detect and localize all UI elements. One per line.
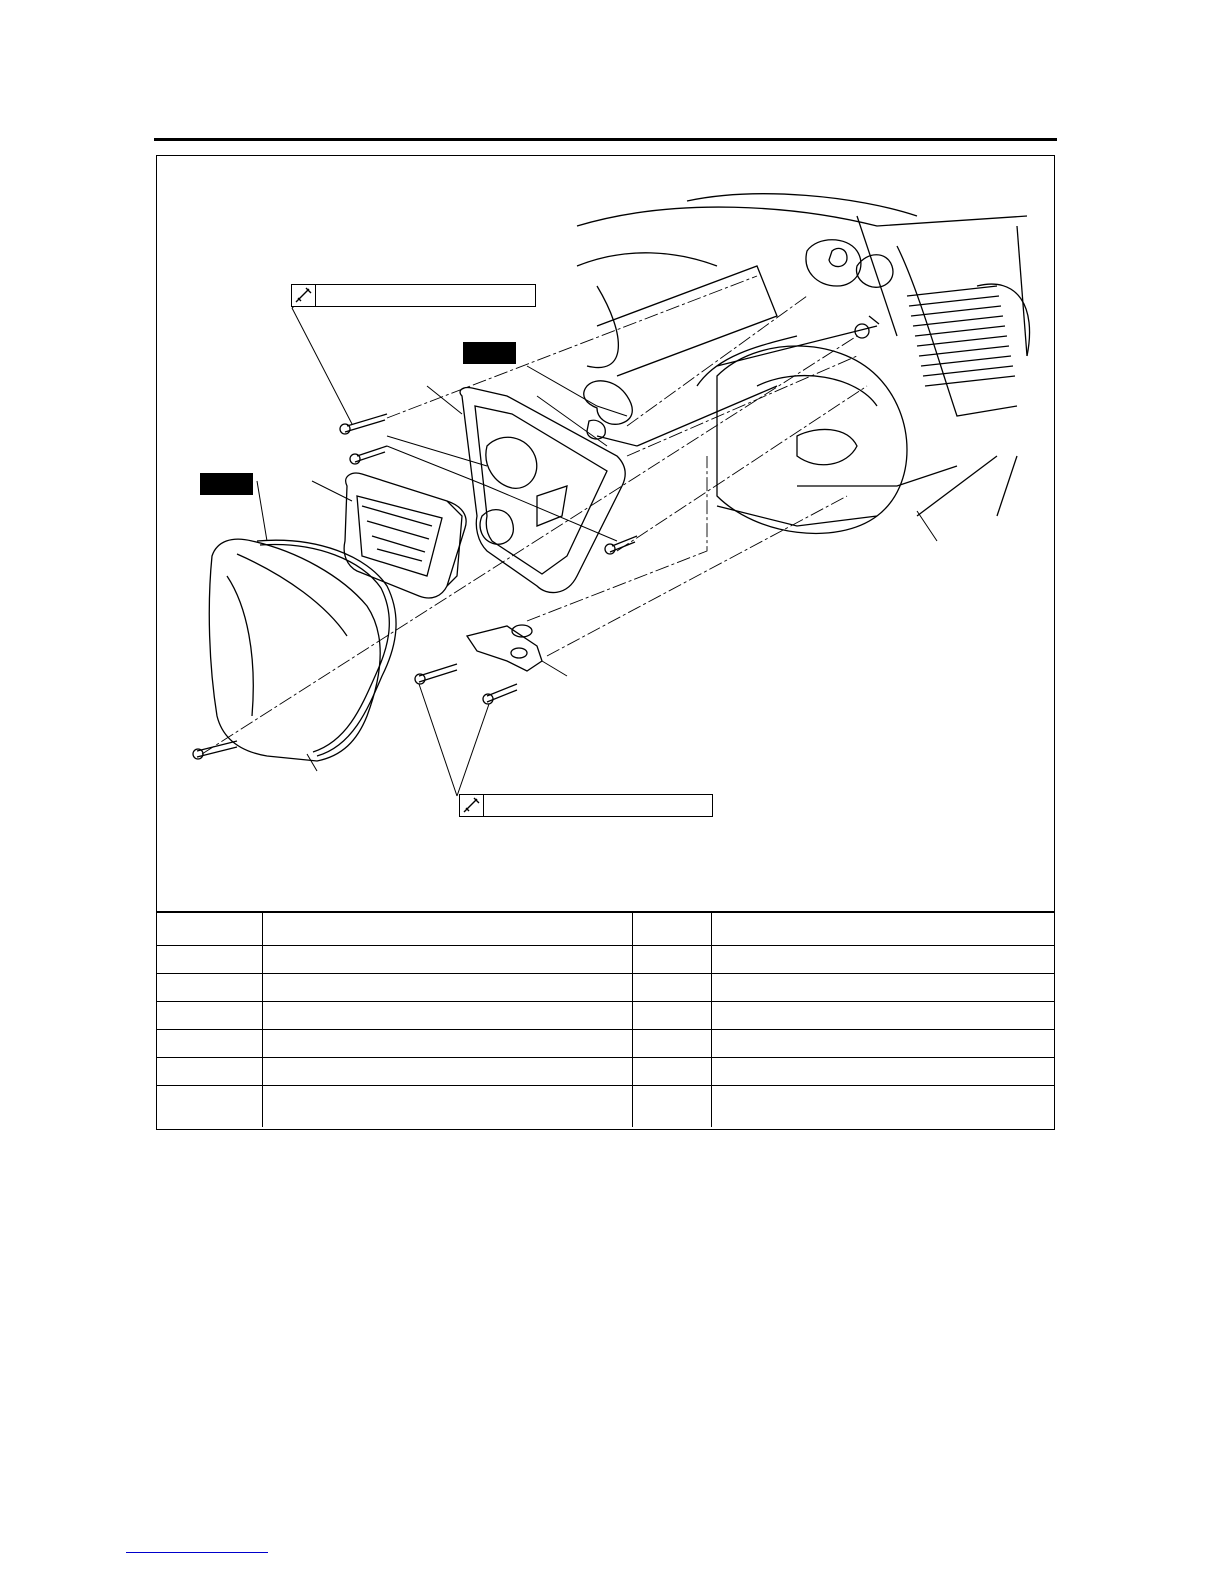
table-cell [262,974,632,1002]
table-row [157,946,1054,974]
torque-spec-box-lower [459,794,713,817]
crankcase-cover [717,346,907,533]
screw [610,536,637,552]
column-header [711,912,1054,946]
engine-outline [577,207,1027,226]
table-cell [711,1030,1054,1058]
table-cell [262,1086,632,1128]
table-cell [262,1058,632,1086]
table-cell [632,974,711,1002]
replace-tag-o-ring [463,342,516,364]
table-cell [632,1030,711,1058]
table-cell [632,1002,711,1030]
header-rule [154,138,1057,141]
table-cell [157,1086,262,1128]
parts-table [157,911,1054,1127]
table-row [157,974,1054,1002]
table-cell [711,1002,1054,1030]
table-cell [157,946,262,974]
carburetor-intake [806,240,861,286]
table-cell [262,946,632,974]
table-cell [632,946,711,974]
table-cell [262,1002,632,1030]
torque-wrench-icon [460,795,484,816]
table-cell [711,1058,1054,1086]
table-cell [157,1058,262,1086]
screw [487,684,517,702]
torque-spec-box-upper [291,284,536,307]
replace-tag-gasket [200,473,253,495]
table-cell [157,1002,262,1030]
cylinder-fins [907,286,1015,386]
table-cell [157,974,262,1002]
gasket [257,540,396,756]
table-cell [711,974,1054,1002]
table-cell [157,1030,262,1058]
air-filter-element [344,473,466,598]
table-header-row [157,912,1054,946]
table-row [157,1030,1054,1058]
table-cell [711,946,1054,974]
table-row [157,1086,1054,1128]
table-cell [632,1086,711,1128]
table-cell [262,1030,632,1058]
torque-wrench-icon [292,285,316,306]
column-header [262,912,632,946]
table-row [157,1002,1054,1030]
table-cell [632,1058,711,1086]
column-header [632,912,711,946]
column-header [157,912,262,946]
bracket [467,626,542,671]
table-cell [711,1086,1054,1128]
footer-link-underline [126,1552,268,1553]
table-row [157,1058,1054,1086]
